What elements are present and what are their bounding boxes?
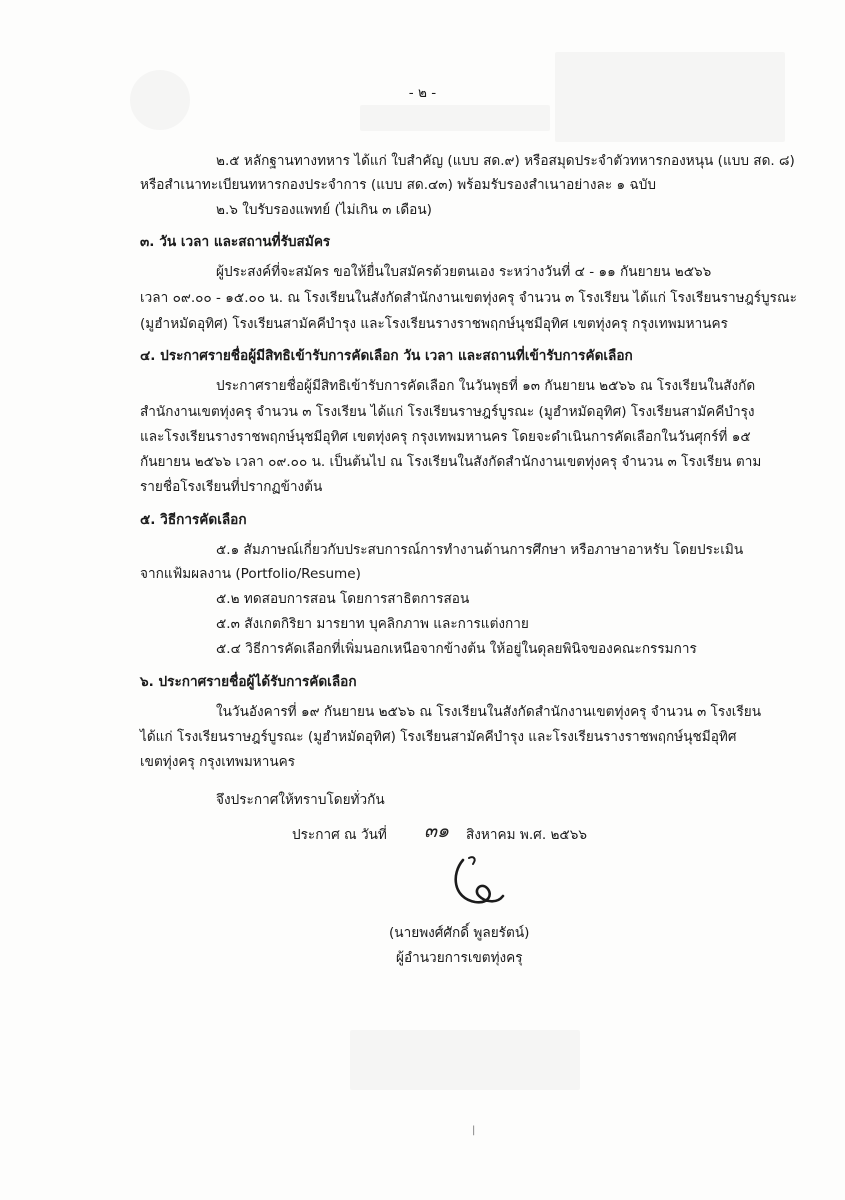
announced-date: ประกาศ ณ วันที่ [292, 827, 387, 843]
signatory-position: ผู้อำนวยการเขตทุ่งครุ [396, 950, 523, 966]
item-5-4: ๕.๔ วิธีการคัดเลือกที่เพิ่มนอกเหนือจากข้างต้น ให้อยู่ในดุลยพินิจของคณะกรรมการ [216, 641, 697, 657]
section-6-para-line-2: ได้แก่ โรงเรียนราษฎร์บูรณะ (มูฮำหมัดอุทิศ) โรงเรียนสามัคคีบำรุง และโรงเรียนรางราชพฤกษ์นุชมีอุทิศ [140, 729, 737, 745]
announced-date-day-handwritten: ๓๑ [424, 820, 450, 842]
section-3-heading: ๓. วัน เวลา และสถานที่รับสมัคร [140, 234, 331, 250]
section-4-para-line-3: และโรงเรียนรางราชพฤกษ์นุชมีอุทิศ เขตทุ่งครุ กรุงเทพมหานคร โดยจะดำเนินการคัดเลือกในวันศุกร์ที่ ๑๕ [140, 429, 751, 445]
section-3-para-line-1: ผู้ประสงค์ที่จะสมัคร ขอให้ยื่นใบสมัครด้วยตนเอง ระหว่างวันที่ ๔ - ๑๑ กันยายน ๒๕๖๖ [216, 264, 712, 280]
show-through-heading [360, 105, 550, 131]
signatory-name: (นายพงศ์ศักดิ์ พูลยรัตน์) [389, 925, 530, 941]
section-6-heading: ๖. ประกาศรายชื่อผู้ได้รับการคัดเลือก [140, 674, 357, 690]
item-5-1-line-2: จากแฟ้มผลงาน (Portfolio/Resume) [140, 566, 361, 582]
section-4-heading: ๔. ประกาศรายชื่อผู้มีสิทธิเข้ารับการคัดเลือก วัน เวลา และสถานที่เข้ารับการคัดเลือก [140, 348, 633, 364]
announced-date-rest: สิงหาคม พ.ศ. ๒๕๖๖ [466, 827, 587, 843]
item-2-5-line-2: หรือสำเนาทะเบียนทหารกองประจำการ (แบบ สด.๔๓) พร้อมรับรองสำเนาอย่างละ ๑ ฉบับ [140, 177, 656, 193]
item-5-3: ๕.๓ สังเกตกิริยา มารยาท บุคลิกภาพ และการแต่งกาย [216, 616, 529, 632]
section-4-para-line-2: สำนักงานเขตทุ่งครุ จำนวน ๓ โรงเรียน ได้แก่ โรงเรียนราษฎร์บูรณะ (มูฮำหมัดอุทิศ) โรงเรียนสามัคคีบำรุง [140, 404, 755, 420]
section-6-para-line-1: ในวันอังคารที่ ๑๙ กันยายน ๒๕๖๖ ณ โรงเรียนในสังกัดสำนักงานเขตทุ่งครุ จำนวน ๓ โรงเรียน [216, 704, 761, 720]
section-3-para-line-2: เวลา ๐๙.๐๐ - ๑๕.๐๐ น. ณ โรงเรียนในสังกัดสำนักงานเขตทุ่งครุ จำนวน ๓ โรงเรียน ได้แก่ โรงเรียนราษฎร์บูรณะ [140, 290, 797, 306]
page-number: - ๒ - [408, 85, 437, 101]
item-2-5-line-1: ๒.๕ หลักฐานทางทหาร ได้แก่ ใบสำคัญ (แบบ สด.๙) หรือสมุดประจำตัวทหารกองหนุน (แบบ สด. ๘) [216, 153, 795, 169]
section-4-para-line-1: ประกาศรายชื่อผู้มีสิทธิเข้ารับการคัดเลือก ในวันพุธที่ ๑๓ กันยายน ๒๕๖๖ ณ โรงเรียนในสังกัด [216, 378, 756, 394]
item-5-1-line-1: ๕.๑ สัมภาษณ์เกี่ยวกับประสบการณ์การทำงานด้านการศึกษา หรือภาษาอาหรับ โดยประเมิน [216, 542, 744, 558]
section-3-para-line-3: (มูฮำหมัดอุทิศ) โรงเรียนสามัคคีบำรุง และโรงเรียนรางราชพฤกษ์นุชมีอุทิศ เขตทุ่งครุ กรุงเทพมหานคร [140, 316, 728, 332]
page-tick-mark: | [472, 1125, 476, 1136]
section-6-para-line-3: เขตทุ่งครุ กรุงเทพมหานคร [140, 754, 296, 770]
section-4-para-line-4: กันยายน ๒๕๖๖ เวลา ๐๙.๐๐ น. เป็นต้นไป ณ โรงเรียนในสังกัดสำนักงานเขตทุ่งครุ จำนวน ๓ โรงเรียน ตาม [140, 454, 762, 470]
item-5-2: ๕.๒ ทดสอบการสอน โดยการสาธิตการสอน [216, 591, 470, 607]
announcement-closing: จึงประกาศให้ทราบโดยทั่วกัน [216, 792, 385, 808]
item-2-6: ๒.๖ ใบรับรองแพทย์ (ไม่เกิน ๓ เดือน) [216, 202, 432, 218]
section-4-para-line-5: รายชื่อโรงเรียนที่ปรากฏข้างต้น [140, 479, 323, 495]
signature-image [443, 852, 523, 912]
show-through-stamp [350, 1030, 580, 1090]
section-5-heading: ๕. วิธีการคัดเลือก [140, 512, 247, 528]
